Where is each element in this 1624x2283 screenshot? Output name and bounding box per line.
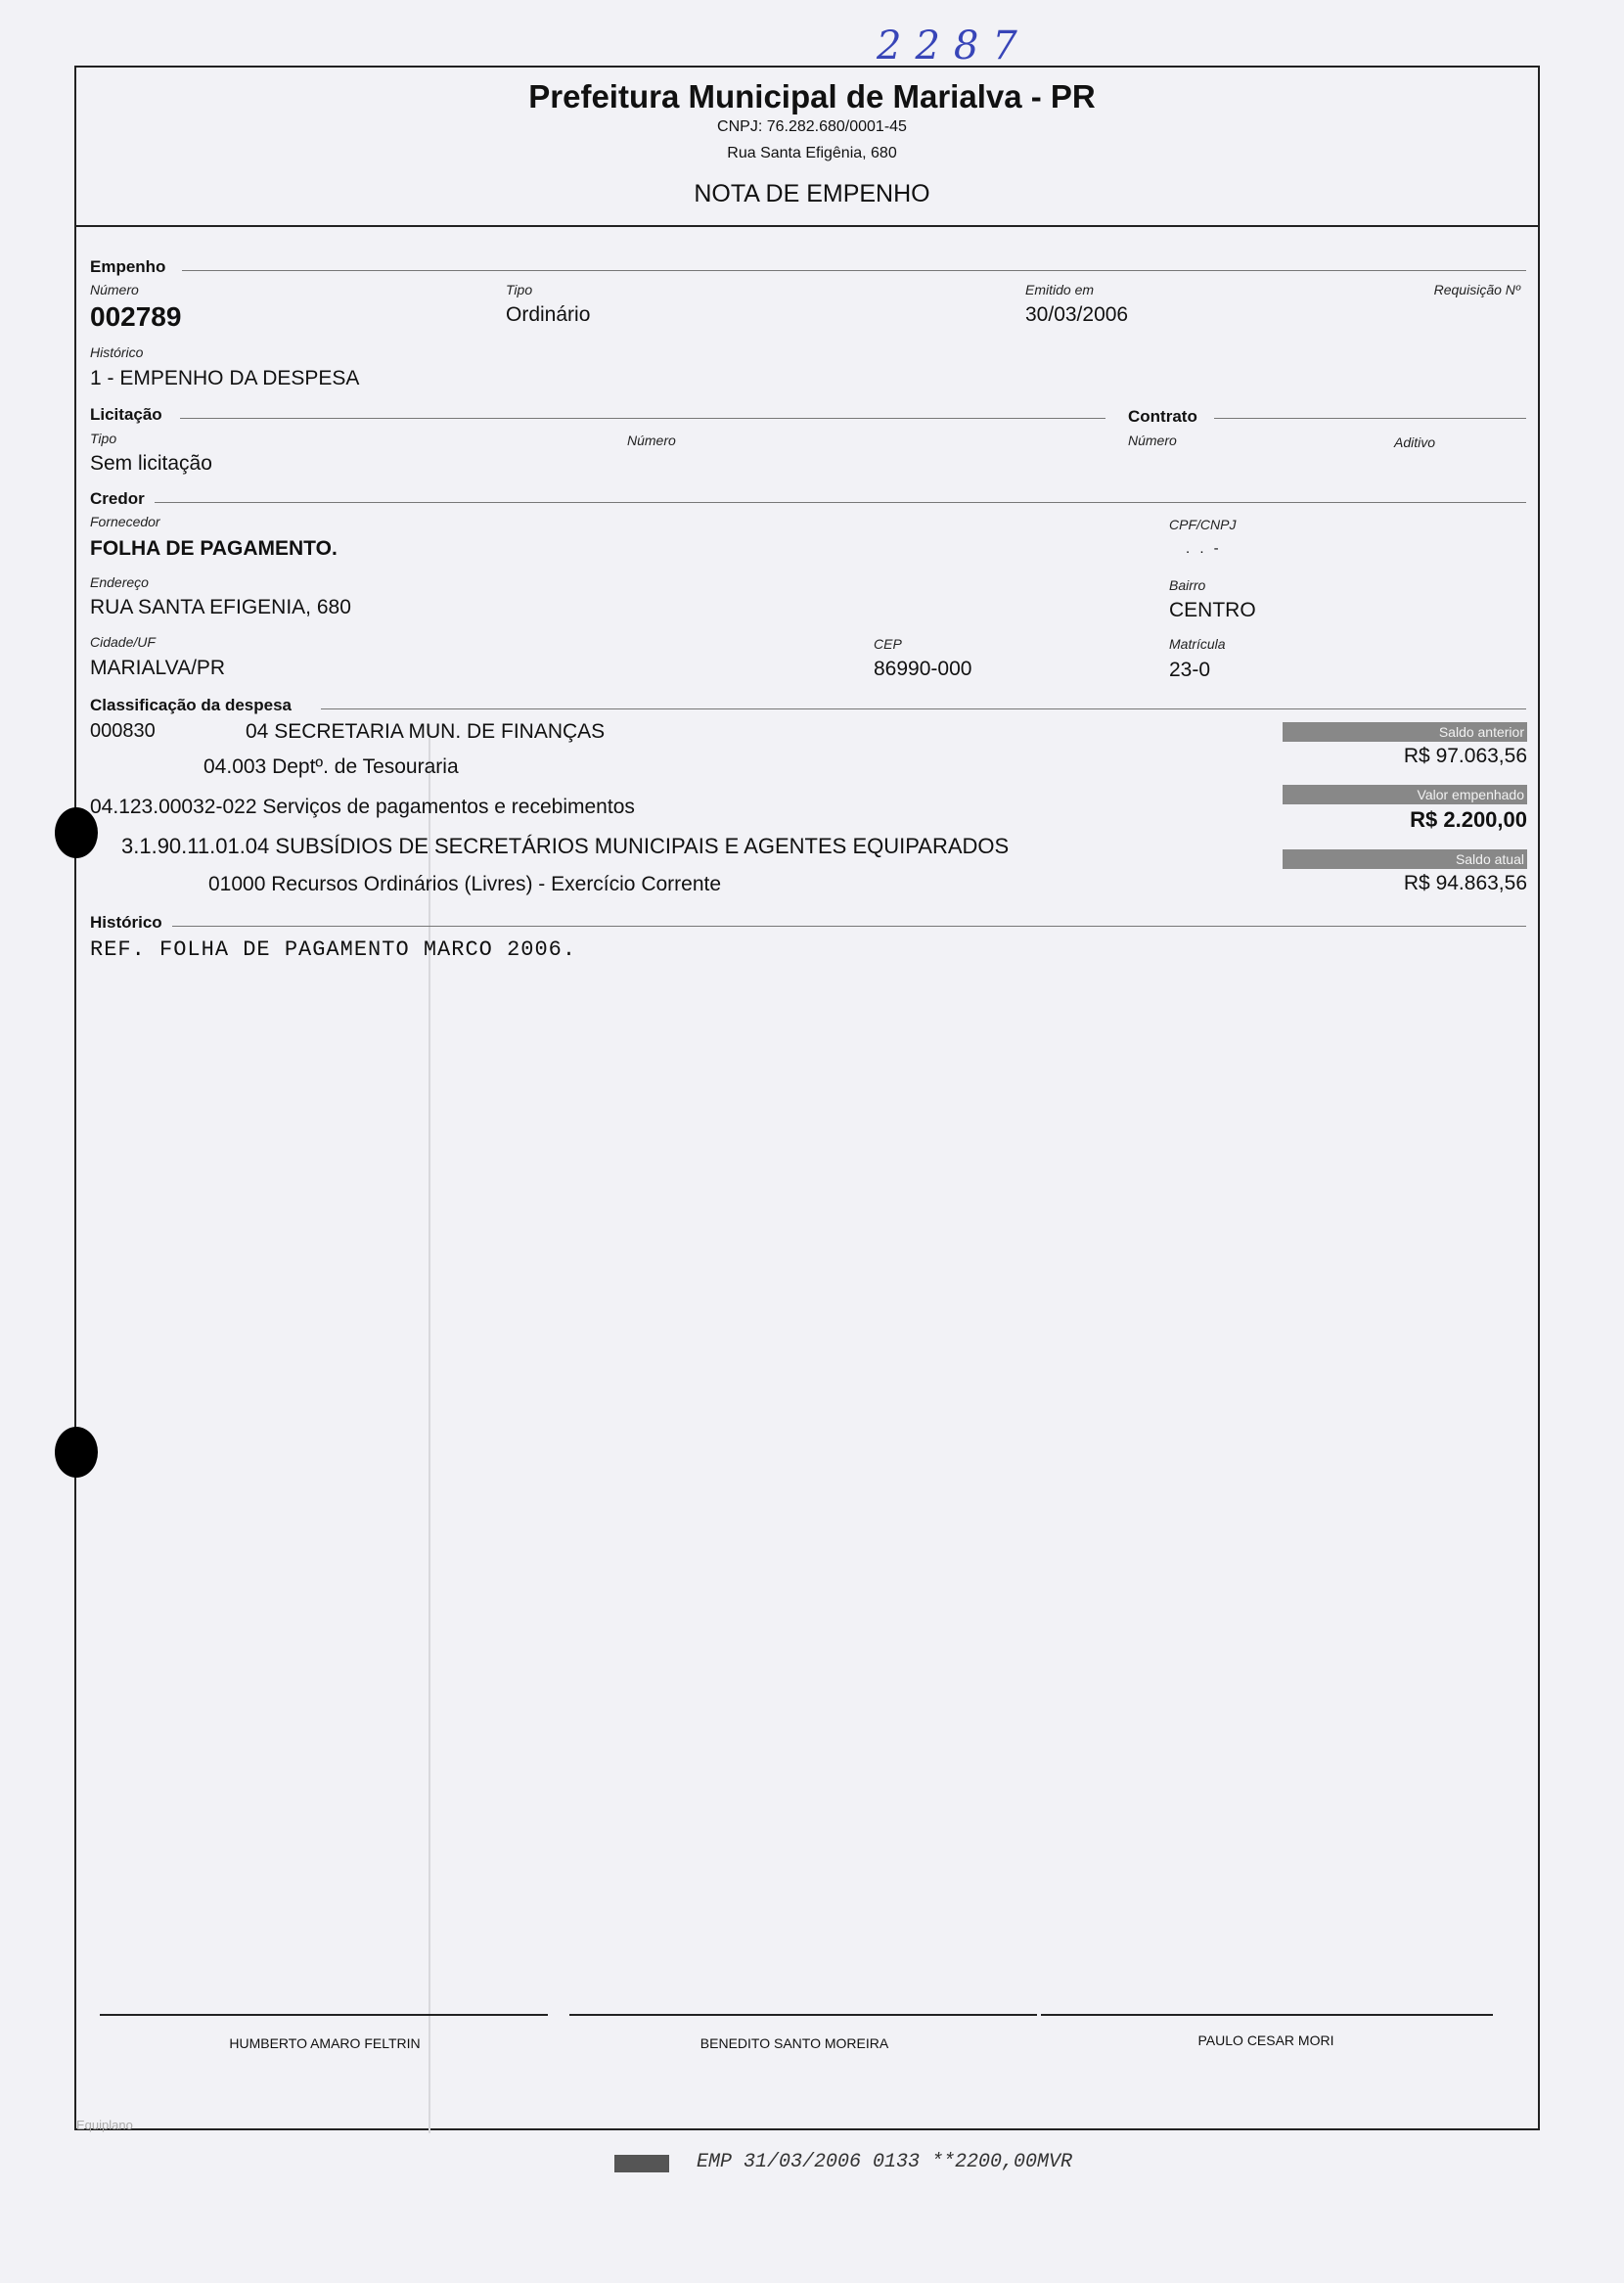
section-licitacao-line: [180, 418, 1105, 419]
credor-cidade-label: Cidade/UF: [90, 634, 156, 650]
empenho-tipo-label: Tipo: [506, 282, 533, 297]
contrato-numero-label: Número: [1128, 433, 1177, 448]
credor-fornecedor-label: Fornecedor: [90, 514, 160, 529]
classificacao-recurso: 01000 Recursos Ordinários (Livres) - Exercício Corrente: [208, 873, 722, 895]
signature-line-3: [1041, 2014, 1493, 2016]
classificacao-unidade: 04.003 Deptº. de Tesouraria: [203, 755, 459, 778]
saldo-anterior-label: Saldo anterior: [1283, 722, 1527, 742]
contrato-aditivo-label: Aditivo: [1394, 434, 1436, 450]
empenho-numero: 002789: [90, 301, 182, 332]
empenho-tipo: Ordinário: [506, 303, 591, 326]
section-credor-line: [155, 502, 1526, 503]
org-address: Rua Santa Efigênia, 680: [727, 145, 897, 161]
saldo-atual-label: Saldo atual: [1283, 849, 1527, 869]
credor-matricula-label: Matrícula: [1169, 636, 1226, 652]
empenho-historico: 1 - EMPENHO DA DESPESA: [90, 367, 360, 389]
empenho-emitido-label: Emitido em: [1025, 282, 1095, 297]
historico-text: REF. FOLHA DE PAGAMENTO MARCO 2006.: [90, 937, 577, 962]
section-contrato: Contrato: [1128, 407, 1197, 426]
handwritten-note: 2287: [877, 23, 1031, 68]
org-name: Prefeitura Municipal de Marialva - PR: [528, 78, 1096, 114]
section-licitacao: Licitação: [90, 405, 162, 424]
section-classificacao: Classificação da despesa: [90, 696, 293, 714]
section-empenho: Empenho: [90, 257, 166, 276]
valor-empenhado-value: R$ 2.200,00: [1410, 807, 1527, 832]
section-historico-line: [172, 926, 1526, 927]
credor-matricula: 23-0: [1169, 659, 1211, 681]
credor-cpf-label: CPF/CNPJ: [1169, 517, 1237, 532]
credor-endereco: RUA SANTA EFIGENIA, 680: [90, 596, 351, 618]
credor-fornecedor: FOLHA DE PAGAMENTO.: [90, 537, 338, 560]
signature-line-2: [569, 2014, 1037, 2016]
classificacao-code: 000830: [90, 720, 156, 742]
credor-cep: 86990-000: [874, 658, 972, 680]
signature-name-3: PAULO CESAR MORI: [1197, 2032, 1334, 2048]
classificacao-elemento: 3.1.90.11.01.04 SUBSÍDIOS DE SECRETÁRIOS MUNICIPAIS E AGENTES EQUIPARADOS: [121, 834, 1010, 858]
footer-stamp-code: EMP 31/03/2006 0133 **2200,00MVR: [697, 2151, 1073, 2173]
valor-empenhado-label: Valor empenhado: [1283, 785, 1527, 804]
footer-system: Equiplano: [76, 2118, 133, 2132]
saldo-atual-value: R$ 94.863,56: [1403, 872, 1527, 894]
signature-name-2: BENEDITO SANTO MOREIRA: [699, 2035, 889, 2051]
credor-bairro-label: Bairro: [1169, 577, 1206, 593]
document-title: NOTA DE EMPENHO: [694, 180, 930, 207]
signature-line-1: [100, 2014, 548, 2016]
header-divider: [76, 225, 1538, 227]
fold-mark: [429, 724, 430, 2133]
signature-name-1: HUMBERTO AMARO FELTRIN: [229, 2035, 421, 2051]
licitacao-tipo: Sem licitação: [90, 452, 212, 475]
licitacao-numero-label: Número: [627, 433, 676, 448]
section-historico: Histórico: [90, 913, 162, 932]
section-empenho-line: [182, 270, 1526, 271]
empenho-emitido: 30/03/2006: [1025, 303, 1129, 326]
classificacao-orgao: 04 SECRETARIA MUN. DE FINANÇAS: [246, 720, 606, 743]
empenho-historico-label: Histórico: [90, 344, 144, 360]
section-credor: Credor: [90, 489, 145, 508]
section-classificacao-line: [321, 708, 1526, 709]
empenho-numero-label: Número: [90, 282, 139, 297]
footer-stamp-logo: [614, 2155, 669, 2172]
org-cnpj: CNPJ: 76.282.680/0001-45: [717, 118, 907, 135]
saldo-anterior-value: R$ 97.063,56: [1403, 745, 1527, 767]
classificacao-funcional: 04.123.00032-022 Serviços de pagamentos e recebimentos: [90, 796, 635, 818]
credor-cidade: MARIALVA/PR: [90, 657, 226, 679]
punch-hole-bottom: [55, 1427, 98, 1478]
section-contrato-line: [1214, 418, 1526, 419]
credor-cep-label: CEP: [874, 636, 902, 652]
licitacao-tipo-label: Tipo: [90, 431, 117, 446]
empenho-requisicao-label: Requisição Nº: [1433, 282, 1520, 297]
credor-bairro: CENTRO: [1169, 599, 1256, 621]
punch-hole-top: [55, 807, 98, 858]
credor-cpf: . . -: [1186, 540, 1222, 557]
credor-endereco-label: Endereço: [90, 574, 149, 590]
